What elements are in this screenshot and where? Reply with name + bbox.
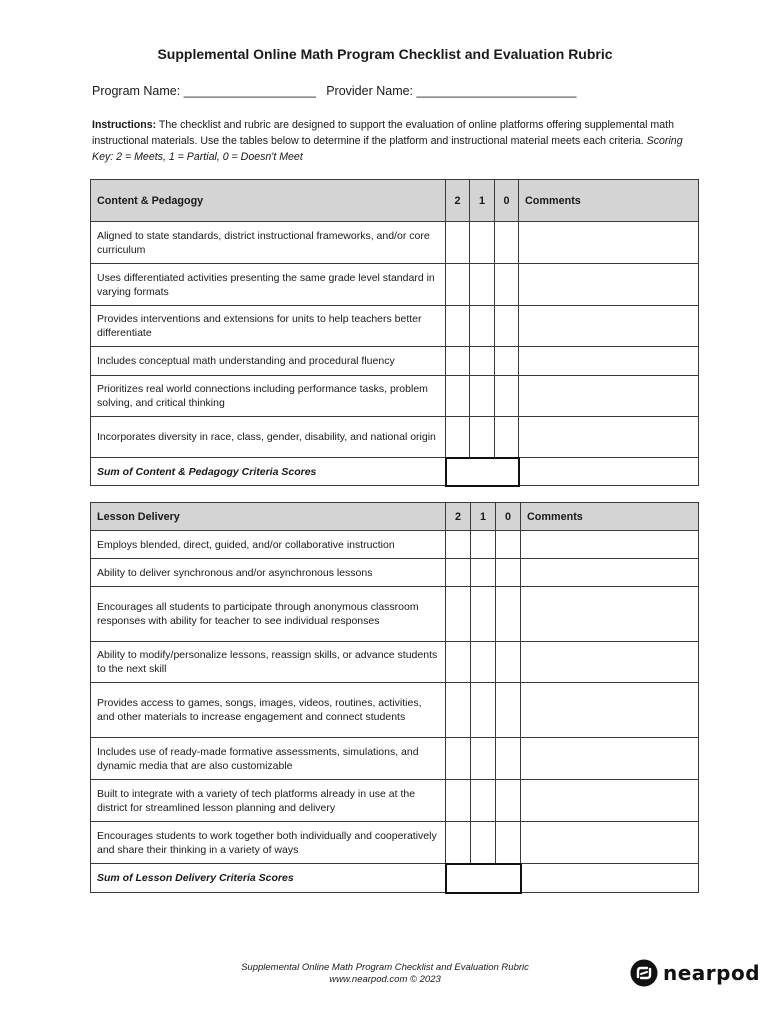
score-0-cell[interactable]	[495, 222, 519, 264]
score-0-heading: 0	[496, 503, 521, 531]
criterion-text: Provides interventions and extensions for units to help teachers better differentiate	[91, 306, 446, 347]
comments-cell[interactable]	[521, 683, 699, 738]
program-provider-name-fields: Program Name: ___________________ Provider Name: _______________________	[92, 84, 577, 98]
criterion-text: Includes conceptual math understanding and procedural fluency	[91, 347, 446, 376]
table-header-row	[91, 503, 699, 531]
comments-heading: Comments	[519, 180, 699, 222]
score-0-cell[interactable]	[495, 417, 519, 458]
comments-heading: Comments	[521, 503, 699, 531]
score-1-cell[interactable]	[470, 347, 495, 376]
scoring-key: Scoring Key: 2 = Meets, 1 = Partial, 0 = Doesn't Meet	[92, 135, 683, 163]
table-row	[91, 222, 699, 264]
criterion-text: Aligned to state standards, district instructional frameworks, and/or core curriculum	[91, 222, 446, 264]
content-pedagogy-heading: Content & Pedagogy	[91, 180, 446, 222]
score-2-cell[interactable]	[446, 559, 471, 587]
score-2-cell[interactable]	[446, 376, 470, 417]
score-2-cell[interactable]	[446, 306, 470, 347]
comments-cell[interactable]	[521, 559, 699, 587]
comments-cell[interactable]	[521, 642, 699, 683]
footer-title: Supplemental Online Math Program Checklist and Evaluation Rubric	[241, 962, 529, 973]
sum-score-box[interactable]	[446, 458, 519, 486]
sum-row	[91, 864, 699, 893]
criterion-text: Built to integrate with a variety of tech platforms already in use at the district for streamlined lesson planning and delivery	[91, 780, 446, 822]
instructions-label: Instructions:	[92, 119, 157, 131]
score-1-cell[interactable]	[471, 738, 496, 780]
score-0-cell[interactable]	[496, 822, 521, 864]
table-row	[91, 531, 699, 559]
score-2-cell[interactable]	[446, 642, 471, 683]
sum-label: Sum of Content & Pedagogy Criteria Scores	[91, 458, 446, 486]
comments-cell[interactable]	[519, 376, 699, 417]
score-2-cell[interactable]	[446, 738, 471, 780]
score-0-cell[interactable]	[496, 780, 521, 822]
table-header-row	[91, 180, 699, 222]
score-0-cell[interactable]	[496, 587, 521, 642]
score-0-cell[interactable]	[496, 559, 521, 587]
nearpod-wordmark: nearpod	[663, 961, 761, 985]
score-0-cell[interactable]	[495, 347, 519, 376]
criterion-text: Includes use of ready-made formative assessments, simulations, and dynamic media that are also customizable	[91, 738, 446, 780]
sum-label: Sum of Lesson Delivery Criteria Scores	[91, 864, 446, 893]
comments-cell[interactable]	[519, 306, 699, 347]
table-row	[91, 306, 699, 347]
score-0-cell[interactable]	[495, 264, 519, 306]
criterion-text: Ability to modify/personalize lessons, reassign skills, or advance students to the next skill	[91, 642, 446, 683]
score-2-cell[interactable]	[446, 780, 471, 822]
comments-cell[interactable]	[521, 822, 699, 864]
score-2-cell[interactable]	[446, 531, 471, 559]
table-row	[91, 347, 699, 376]
score-2-cell[interactable]	[446, 222, 470, 264]
content-pedagogy-table	[90, 179, 699, 487]
instructions-body: The checklist and rubric are designed to support the evaluation of online platforms offering supplemental math instructional materials. Use the tables below to determine if the platform and instructional material meets each criteria.	[92, 119, 674, 147]
score-2-cell[interactable]	[446, 587, 471, 642]
table-row	[91, 738, 699, 780]
score-1-cell[interactable]	[470, 264, 495, 306]
instructions-paragraph	[92, 117, 702, 165]
sum-comments-cell	[519, 458, 699, 486]
table-row	[91, 376, 699, 417]
sum-comments-cell	[521, 864, 699, 893]
criterion-text: Encourages all students to participate through anonymous classroom responses with ability for teacher to see individual responses	[91, 587, 446, 642]
footer	[210, 962, 560, 986]
score-1-heading: 1	[471, 503, 496, 531]
score-1-cell[interactable]	[471, 683, 496, 738]
score-2-cell[interactable]	[446, 683, 471, 738]
criterion-text: Encourages students to work together both individually and cooperatively and share their thinking in a variety of ways	[91, 822, 446, 864]
score-1-heading: 1	[470, 180, 495, 222]
comments-cell[interactable]	[519, 264, 699, 306]
score-2-heading: 2	[446, 180, 470, 222]
score-0-cell[interactable]	[496, 738, 521, 780]
score-1-cell[interactable]	[470, 306, 495, 347]
table-row	[91, 264, 699, 306]
table-row	[91, 822, 699, 864]
score-1-cell[interactable]	[471, 780, 496, 822]
score-1-cell[interactable]	[471, 587, 496, 642]
score-0-cell[interactable]	[495, 306, 519, 347]
score-0-cell[interactable]	[496, 642, 521, 683]
score-1-cell[interactable]	[471, 822, 496, 864]
lesson-delivery-heading: Lesson Delivery	[91, 503, 446, 531]
score-0-heading: 0	[495, 180, 519, 222]
score-2-cell[interactable]	[446, 822, 471, 864]
footer-copyright: www.nearpod.com © 2023	[329, 974, 441, 985]
comments-cell[interactable]	[521, 780, 699, 822]
sum-row	[91, 458, 699, 486]
table-row	[91, 587, 699, 642]
score-2-cell[interactable]	[446, 417, 470, 458]
sum-score-box[interactable]	[446, 864, 521, 893]
criterion-text: Prioritizes real world connections including performance tasks, problem solving, and critical thinking	[91, 376, 446, 417]
score-1-cell[interactable]	[470, 222, 495, 264]
comments-cell[interactable]	[521, 738, 699, 780]
score-1-cell[interactable]	[471, 642, 496, 683]
score-1-cell[interactable]	[470, 376, 495, 417]
table-row	[91, 780, 699, 822]
table-row	[91, 683, 699, 738]
score-2-cell[interactable]	[446, 347, 470, 376]
comments-cell[interactable]	[521, 587, 699, 642]
comments-cell[interactable]	[519, 417, 699, 458]
criterion-text: Provides access to games, songs, images, videos, routines, activities, and other materials to increase engagement and connect students	[91, 683, 446, 738]
criterion-text: Ability to deliver synchronous and/or asynchronous lessons	[91, 559, 446, 587]
nearpod-logo	[630, 958, 760, 988]
score-2-heading: 2	[446, 503, 471, 531]
score-0-cell[interactable]	[496, 531, 521, 559]
comments-cell[interactable]	[519, 347, 699, 376]
page-title: Supplemental Online Math Program Checklist and Evaluation Rubric	[157, 46, 613, 62]
comments-cell[interactable]	[519, 222, 699, 264]
table-row	[91, 559, 699, 587]
score-0-cell[interactable]	[496, 683, 521, 738]
score-1-cell[interactable]	[471, 559, 496, 587]
table-row	[91, 642, 699, 683]
criterion-text: Employs blended, direct, guided, and/or collaborative instruction	[91, 531, 446, 559]
lesson-delivery-table	[90, 502, 699, 894]
comments-cell[interactable]	[521, 531, 699, 559]
score-1-cell[interactable]	[470, 417, 495, 458]
score-1-cell[interactable]	[471, 531, 496, 559]
criterion-text: Incorporates diversity in race, class, gender, disability, and national origin	[91, 417, 446, 458]
score-0-cell[interactable]	[495, 376, 519, 417]
criterion-text: Uses differentiated activities presenting the same grade level standard in varying formats	[91, 264, 446, 306]
table-row	[91, 417, 699, 458]
nearpod-logo-icon	[630, 959, 658, 987]
score-2-cell[interactable]	[446, 264, 470, 306]
